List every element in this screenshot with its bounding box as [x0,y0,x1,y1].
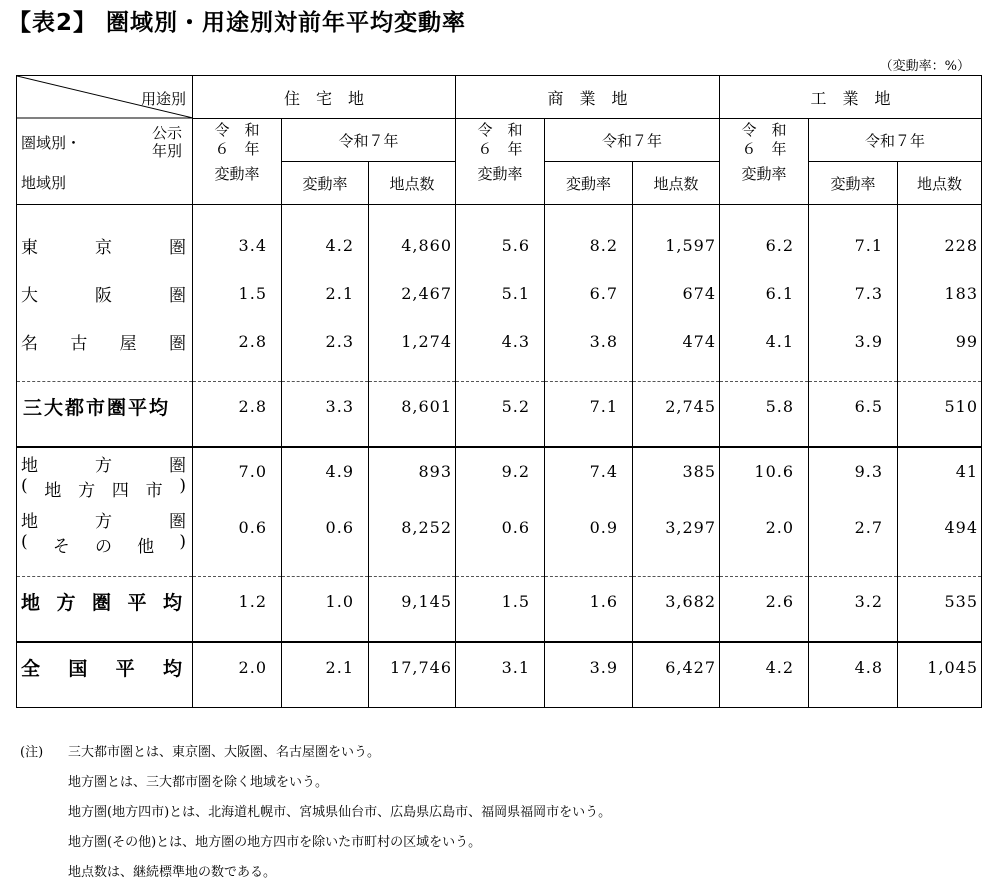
hendouritsu-cell: 7.1 [545,382,633,431]
hendouritsu-header: 変動率 [809,162,898,205]
reiwa6-bottom: ６ 年 [477,140,523,158]
row-label-text [17,329,192,354]
row-label-cell [17,221,193,269]
spacer-cell [193,430,282,447]
hendouritsu-cell: 4.1 [720,317,809,365]
spacer-cell [545,625,633,642]
hendouritsu-header: 変動率 [282,162,369,205]
spacer-cell [720,365,809,382]
hendouritsu-cell: 0.9 [545,504,633,560]
hendouritsu-cell: 10.6 [720,447,809,504]
chitensu-cell: 385 [633,447,720,504]
spacer-cell [809,625,898,642]
hendouritsu-cell: 0.6 [282,504,369,560]
spacer-cell [193,365,282,382]
table-row [17,577,982,626]
spacer-cell [369,691,456,708]
row-label-char: 地 [21,591,45,614]
hendouritsu-cell: 9.2 [456,447,545,504]
hendouritsu-cell: 5.6 [456,221,545,269]
spacer-cell [193,625,282,642]
spacer-cell [456,625,545,642]
spacer-cell [633,205,720,222]
chitensu-cell: 8,601 [369,382,456,431]
chitensu-cell: 17,746 [369,642,456,691]
chitensu-cell: 4,860 [369,221,456,269]
row-label-char: 均 [162,591,186,614]
group-header-industrial: 工 業 地 [720,76,982,119]
spacer-cell [809,205,898,222]
spacer-cell [898,625,982,642]
chitensu-cell: 474 [633,317,720,365]
spacer-cell [369,560,456,577]
spacer-cell [809,691,898,708]
row-label-char: 屋 [119,333,137,354]
row-label-text [17,476,192,501]
hendouritsu-cell: 4.9 [282,447,369,504]
row-label-char: 名 [21,333,38,354]
kouji-label: 公示 [151,124,182,142]
hendouritsu-cell: 2.0 [193,642,282,691]
hendouritsu-label: 変動率 [214,165,260,183]
spacer-cell [369,205,456,222]
reiwa6-header [720,119,809,205]
spacer-cell [17,365,193,382]
row-label-cell [17,642,193,691]
chitensu-cell: 228 [898,221,982,269]
table-row [17,642,982,691]
row-label-char: 圏 [91,591,115,614]
nenbetsu-label: 年別 [151,142,182,160]
chitensu-cell: 2,467 [369,269,456,317]
table-row [17,269,982,317]
spacer-cell [545,560,633,577]
spacer-cell [17,625,193,642]
chitensu-cell: 99 [898,317,982,365]
spacer-cell [545,205,633,222]
hendouritsu-cell: 1.6 [545,577,633,626]
row-label-text [17,588,192,615]
hendouritsu-cell: 7.0 [193,447,282,504]
row-label-char: 方 [95,512,112,532]
reiwa6-header [193,119,282,205]
spacer-row [17,430,982,447]
row-label-char: 圏 [168,333,186,354]
hendouritsu-cell: 3.4 [193,221,282,269]
chitensu-cell: 9,145 [369,577,456,626]
hendouritsu-label: 変動率 [741,165,787,183]
hendouritsu-cell: 3.9 [809,317,898,365]
table-row [17,382,982,431]
hendouritsu-cell: 4.3 [456,317,545,365]
row-label-char: そ [52,537,70,557]
row-label-char: 阪 [95,285,112,306]
spacer-cell [633,560,720,577]
chitensu-cell: 510 [898,382,982,431]
spacer-cell [193,560,282,577]
row-label-char: 全 [21,657,45,680]
spacer-cell [898,430,982,447]
row-label-cell [17,447,193,504]
hendouritsu-cell: 2.6 [720,577,809,626]
hendouritsu-cell: 3.9 [545,642,633,691]
chitensu-cell: 1,045 [898,642,982,691]
chitensu-cell: 8,252 [369,504,456,560]
hendouritsu-cell: 4.2 [720,642,809,691]
hendouritsu-cell: 2.8 [193,317,282,365]
chitensu-cell: 3,682 [633,577,720,626]
spacer-cell [17,205,193,222]
spacer-cell [633,430,720,447]
row-label-char: 国 [68,657,92,680]
row-label-text [17,654,192,681]
spacer-cell [809,560,898,577]
reiwa7-header: 令和７年 [545,119,720,162]
row-label-text [17,507,192,532]
row-label-char: 他 [137,537,155,557]
row-label-char: ( [21,476,28,496]
row-label-char: 古 [70,333,88,354]
hendouritsu-cell: 8.2 [545,221,633,269]
row-label-cell [17,269,193,317]
spacer-cell [545,430,633,447]
row-label-char: ( [21,532,28,552]
hendouritsu-cell: 7.4 [545,447,633,504]
hendouritsu-cell: 4.8 [809,642,898,691]
spacer-row [17,560,982,577]
row-label-char: 市 [145,481,163,501]
spacer-cell [545,691,633,708]
reiwa6-top: 令 和 [741,121,787,139]
spacer-cell [545,365,633,382]
youto-label: 用途別 [140,90,186,108]
chitensu-cell: 1,274 [369,317,456,365]
spacer-cell [633,625,720,642]
row-label-char: の [94,537,112,557]
note-line: 三大都市圏とは、東京圏、大阪圏、名古屋圏をいう。 [68,745,381,760]
hendouritsu-label: 変動率 [477,165,523,183]
hendouritsu-cell: 3.2 [809,577,898,626]
spacer-cell [282,205,369,222]
spacer-cell [369,365,456,382]
row-label-char: ) [179,476,186,496]
unit-label: （変動率：%） [879,59,970,74]
row-label-cell [17,504,193,560]
spacer-cell [456,365,545,382]
hendouritsu-cell: 7.1 [809,221,898,269]
spacer-cell [720,560,809,577]
table-row [17,221,982,269]
reiwa6-bottom: ６ 年 [214,140,260,158]
hendouritsu-cell: 6.5 [809,382,898,431]
row-label-text [17,532,192,557]
spacer-cell [456,560,545,577]
row-label-char: 方 [95,456,112,476]
table-row [17,447,982,504]
chitensu-cell: 2,745 [633,382,720,431]
row-label-text: 三大都市圏平均 [23,396,171,419]
page-title: 【表2】 圏域別・用途別対前年平均変動率 [8,10,467,36]
note-line: 地方圏(地方四市)とは、北海道札幌市、宮城県仙台市、広島県広島市、福岡県福岡市をいう。 [68,805,612,820]
hendouritsu-cell: 3.1 [456,642,545,691]
chitensu-cell: 494 [898,504,982,560]
hendouritsu-cell: 6.7 [545,269,633,317]
spacer-cell [456,205,545,222]
header-row-1 [17,76,982,119]
hendouritsu-cell: 6.2 [720,221,809,269]
spacer-cell [720,430,809,447]
spacer-cell [17,430,193,447]
reiwa7-header: 令和７年 [282,119,456,162]
hendouritsu-cell: 1.2 [193,577,282,626]
reiwa7-header: 令和７年 [809,119,982,162]
row-label-char: 方 [78,481,96,501]
spacer-row [17,365,982,382]
hendouritsu-cell: 0.6 [456,504,545,560]
spacer-cell [282,691,369,708]
hendouritsu-cell: 9.3 [809,447,898,504]
chitensu-header: 地点数 [898,162,982,205]
chitensu-cell: 183 [898,269,982,317]
data-table [16,75,982,708]
spacer-cell [282,365,369,382]
hendouritsu-cell: 2.1 [282,269,369,317]
group-header-residential: 住 宅 地 [193,76,456,119]
chitensu-header: 地点数 [369,162,456,205]
row-label-char: 京 [95,237,112,258]
hendouritsu-cell: 4.2 [282,221,369,269]
row-label-char: 地 [44,481,62,501]
spacer-cell [17,560,193,577]
hendouritsu-cell: 3.3 [282,382,369,431]
note-line: 地方圏(その他)とは、地方圏の地方四市を除いた市町村の区域をいう。 [68,835,482,850]
chitensu-cell: 1,597 [633,221,720,269]
row-label-char: 東 [21,237,38,258]
note-line: 地点数は、継続標準地の数である。 [68,865,277,880]
chiikibetsu-label: 地域別 [21,174,67,192]
reiwa6-header [456,119,545,205]
hendouritsu-cell: 3.8 [545,317,633,365]
spacer-cell [898,560,982,577]
hendouritsu-cell: 5.2 [456,382,545,431]
spacer-cell [809,430,898,447]
row-label-char: 圏 [169,237,186,258]
row-label-text [17,281,192,306]
spacer-cell [633,691,720,708]
row-label-char: 大 [21,285,38,306]
hendouritsu-cell: 2.3 [282,317,369,365]
hendouritsu-cell: 1.5 [193,269,282,317]
spacer-cell [633,365,720,382]
row-label-char: 平 [127,591,151,614]
chitensu-cell: 41 [898,447,982,504]
row-label-cell [17,382,193,431]
notes [20,738,611,888]
hendouritsu-cell: 2.1 [282,642,369,691]
hendouritsu-cell: 5.8 [720,382,809,431]
spacer-cell [369,430,456,447]
row-label-char: 圏 [169,285,186,306]
spacer-row [17,205,982,222]
row-label-char: 四 [111,481,129,501]
hendouritsu-cell: 5.1 [456,269,545,317]
row-label-char: 均 [162,657,186,680]
spacer-cell [369,625,456,642]
spacer-row [17,691,982,708]
row-label-char: 圏 [169,512,186,532]
spacer-cell [720,691,809,708]
table-row [17,317,982,365]
hendouritsu-cell: 7.3 [809,269,898,317]
row-label-text [17,451,192,476]
chitensu-cell: 6,427 [633,642,720,691]
row-label-cell [17,577,193,626]
chitensu-cell: 893 [369,447,456,504]
hendouritsu-cell: 2.0 [720,504,809,560]
spacer-row [17,625,982,642]
spacer-cell [720,625,809,642]
row-label-text [17,233,192,258]
spacer-cell [456,430,545,447]
spacer-cell [898,691,982,708]
chitensu-cell: 3,297 [633,504,720,560]
hendouritsu-cell: 1.0 [282,577,369,626]
row-label-char: 地 [21,512,38,532]
corner-header-cell [17,76,193,205]
row-label-char: 平 [115,657,139,680]
spacer-cell [282,625,369,642]
row-label-char: 地 [21,456,38,476]
row-label-char: 圏 [169,456,186,476]
spacer-cell [193,691,282,708]
hendouritsu-header: 変動率 [545,162,633,205]
row-label-char: ) [179,532,186,552]
kenikibetsu-label: 圏域別・ [21,134,82,152]
spacer-cell [282,430,369,447]
spacer-cell [17,691,193,708]
table-row [17,504,982,560]
chitensu-cell: 535 [898,577,982,626]
reiwa6-top: 令 和 [477,121,523,139]
row-label-cell [17,317,193,365]
hendouritsu-cell: 1.5 [456,577,545,626]
hendouritsu-cell: 0.6 [193,504,282,560]
reiwa6-bottom: ６ 年 [741,140,787,158]
hendouritsu-cell: 2.8 [193,382,282,431]
chitensu-cell: 674 [633,269,720,317]
spacer-cell [898,205,982,222]
spacer-cell [809,365,898,382]
reiwa6-top: 令 和 [214,121,260,139]
hendouritsu-cell: 2.7 [809,504,898,560]
spacer-cell [898,365,982,382]
group-header-commercial: 商 業 地 [456,76,720,119]
hendouritsu-cell: 6.1 [720,269,809,317]
spacer-cell [193,205,282,222]
notes-tag: (注) [20,745,44,760]
row-label-char: 方 [56,591,80,614]
spacer-cell [720,205,809,222]
chitensu-header: 地点数 [633,162,720,205]
spacer-cell [456,691,545,708]
spacer-cell [282,560,369,577]
note-line: 地方圏とは、三大都市圏を除く地域をいう。 [68,775,329,790]
